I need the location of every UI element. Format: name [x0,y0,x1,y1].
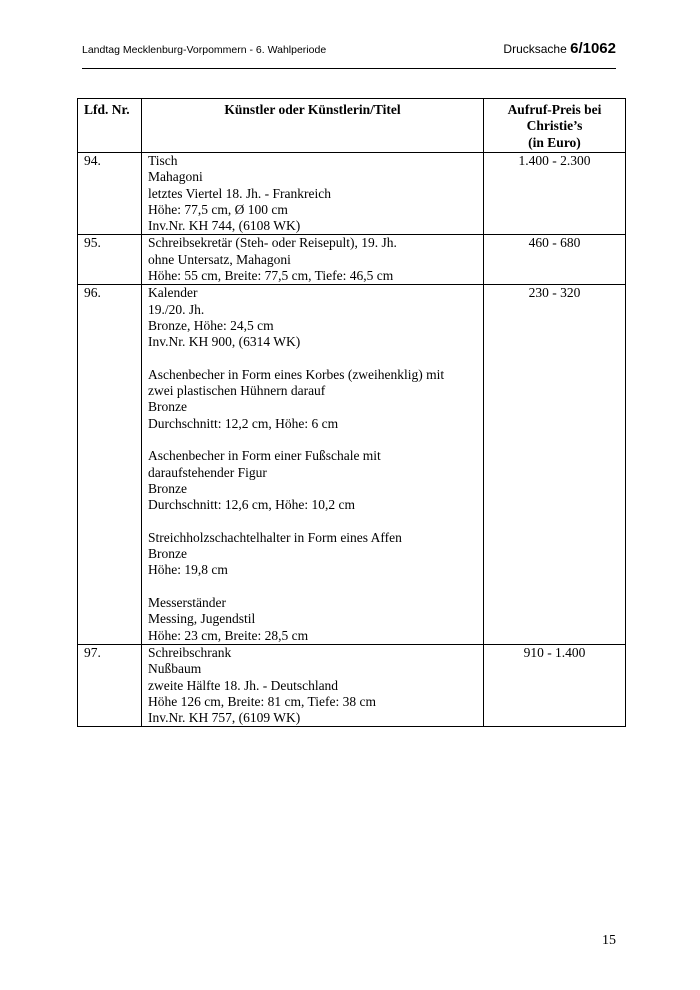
description-line: Höhe: 77,5 cm, Ø 100 cm [148,201,288,217]
header-price [484,99,626,153]
description-line: Höhe: 23 cm, Breite: 28,5 cm [148,627,309,643]
description-line: Mahagoni [148,169,203,185]
item-block [148,645,483,726]
item-price: 1.400 - 2.300 [484,153,626,235]
header-price-line: Aufruf-Preis bei [507,102,602,117]
table-header-row [78,99,626,153]
description-line: Messing, Jugendstil [148,611,256,627]
item-price: 910 - 1.400 [484,644,626,726]
auction-table [77,98,626,727]
description-line: ohne Untersatz, Mahagoni [148,251,291,267]
item-price: 230 - 320 [484,285,626,645]
description-line: zwei plastischen Hühnern darauf [148,383,326,399]
row-number: 94. [78,153,142,235]
description-line: Bronze [148,399,187,415]
description-line: daraufstehender Figur [148,464,267,480]
table-row [78,235,626,285]
page-number: 15 [602,933,616,948]
table-body [78,153,626,727]
description-line: Aschenbecher in Form einer Fußschale mit [148,448,381,464]
item-description [142,235,484,285]
item-price: 460 - 680 [484,235,626,285]
table-row [78,285,626,645]
item-block [148,448,483,513]
header-rule [82,68,616,69]
item-block [148,285,483,350]
description-line: Nußbaum [148,661,202,677]
description-line: Inv.Nr. KH 744, (6108 WK) [148,218,301,234]
header-parliament: Landtag Mecklenburg-Vorpommern - 6. Wahlperiode [82,44,327,56]
row-number: 95. [78,235,142,285]
description-line: Bronze [148,546,187,562]
item-block [148,235,483,284]
item-description [142,153,484,235]
description-line: Höhe: 19,8 cm [148,562,228,578]
item-block [148,367,483,432]
table-row [78,644,626,726]
description-line: Höhe 126 cm, Breite: 81 cm, Tiefe: 38 cm [148,693,376,709]
description-line: Schreibschrank [148,644,232,660]
header-nr: Lfd. Nr. [78,99,142,153]
description-line: 19./20. Jh. [148,301,205,317]
row-number: 96. [78,285,142,645]
description-line: Tisch [148,153,178,168]
item-block [148,530,483,579]
item-description [142,644,484,726]
header-document-number [503,40,616,57]
description-line: Höhe: 55 cm, Breite: 77,5 cm, Tiefe: 46,5 cm [148,268,394,284]
item-block [148,153,483,234]
description-line: Bronze, Höhe: 24,5 cm [148,317,274,333]
doc-prefix: Drucksache [503,42,571,56]
doc-number: 6/1062 [570,40,616,57]
item-description [142,285,484,645]
description-line: Kalender [148,285,198,301]
header-price-line: (in Euro) [528,134,581,150]
description-line: Durchschnitt: 12,6 cm, Höhe: 10,2 cm [148,497,355,513]
header-price-line: Christie’s [526,118,583,134]
description-line: Aschenbecher in Form eines Korbes (zweihenklig) mit [148,366,445,382]
description-line: Bronze [148,480,187,496]
table-row [78,153,626,235]
description-line: letztes Viertel 18. Jh. - Frankreich [148,185,332,201]
description-line: Streichholzschachtelhalter in Form eines Affen [148,529,402,545]
row-number: 97. [78,644,142,726]
header-title: Künstler oder Künstlerin/Titel [142,99,484,153]
description-line: Messerständer [148,595,226,611]
description-line: Durchschnitt: 12,2 cm, Höhe: 6 cm [148,415,339,431]
description-line: Inv.Nr. KH 757, (6109 WK) [148,710,301,726]
description-line: Inv.Nr. KH 900, (6314 WK) [148,334,301,350]
description-line: Schreibsekretär (Steh- oder Reisepult), 19. Jh. [148,235,397,251]
description-line: zweite Hälfte 18. Jh. - Deutschland [148,677,339,693]
item-block [148,595,483,644]
